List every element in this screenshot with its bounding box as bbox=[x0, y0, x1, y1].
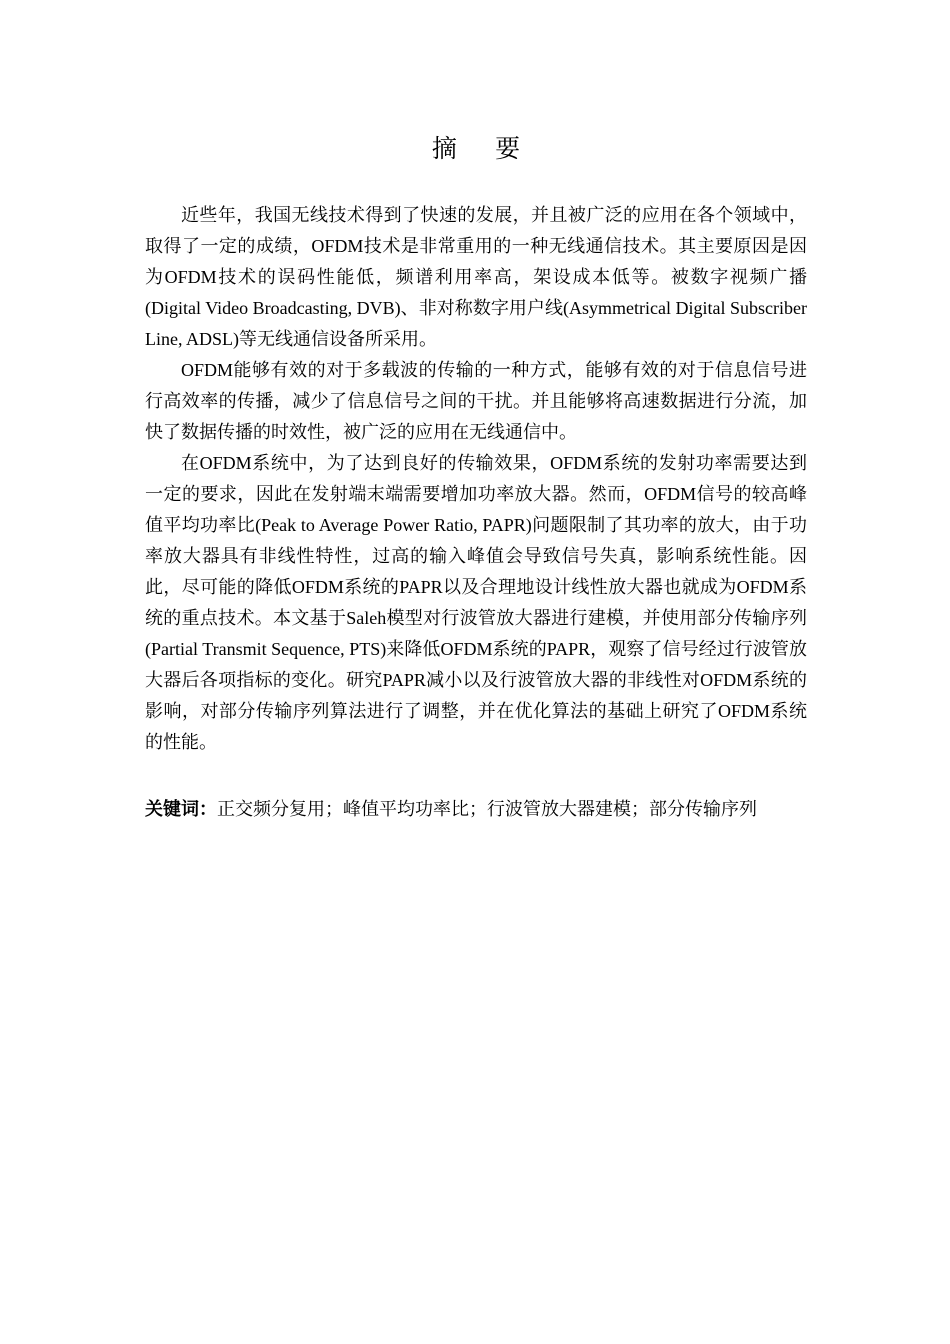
abstract-page bbox=[145, 132, 807, 825]
abstract-paragraph-1: 近些年，我国无线技术得到了快速的发展，并且被广泛的应用在各个领域中，取得了一定的成绩，OFDM技术是非常重用的一种无线通信技术。其主要原因是因为OFDM技术的误码性能低，频谱利用率高，架设成本低等。被数字视频广播(Digital Video Broadcasting, DVB)、非对称数字用户线(Asymmetrical Digital Subscriber Line, ADSL)等无线通信设备所采用。 bbox=[145, 205, 807, 349]
abstract-paragraph-3: 在OFDM系统中，为了达到良好的传输效果，OFDM系统的发射功率需要达到一定的要求，因此在发射端末端需要增加功率放大器。然而，OFDM信号的较高峰值平均功率比(Peak to Average Power Ratio, PAPR)问题限制了其功率的放大，由于功率放大器具有非线性特性，过高的输入峰值会导致信号失真，影响系统性能。因此，尽可能的降低OFDM系统的PAPR以及合理地设计线性放大器也就成为OFDM系统的重点技术。本文基于Saleh模型对行波管放大器进行建模，并使用部分传输序列(Partial Transmit Sequence, PTS)来降低OFDM系统的PAPR，观察了信号经过行波管放大器后各项指标的变化。研究PAPR减小以及行波管放大器的非线性对OFDM系统的影响，对部分传输序列算法进行了调整，并在优化算法的基础上研究了OFDM系统的性能。 bbox=[145, 453, 807, 752]
keywords-label: 关键词： bbox=[145, 799, 217, 819]
abstract-title: 摘 要 bbox=[431, 136, 537, 163]
keywords-text: 正交频分复用；峰值平均功率比；行波管放大器建模；部分传输序列 bbox=[217, 799, 757, 819]
abstract-paragraph-2: OFDM能够有效的对于多载波的传输的一种方式，能够有效的对于信息信号进行高效率的传播，减少了信息信号之间的干扰。并且能够将高速数据进行分流，加快了数据传播的时效性，被广泛的应用在无线通信中。 bbox=[145, 360, 807, 442]
keywords-line bbox=[145, 794, 807, 825]
